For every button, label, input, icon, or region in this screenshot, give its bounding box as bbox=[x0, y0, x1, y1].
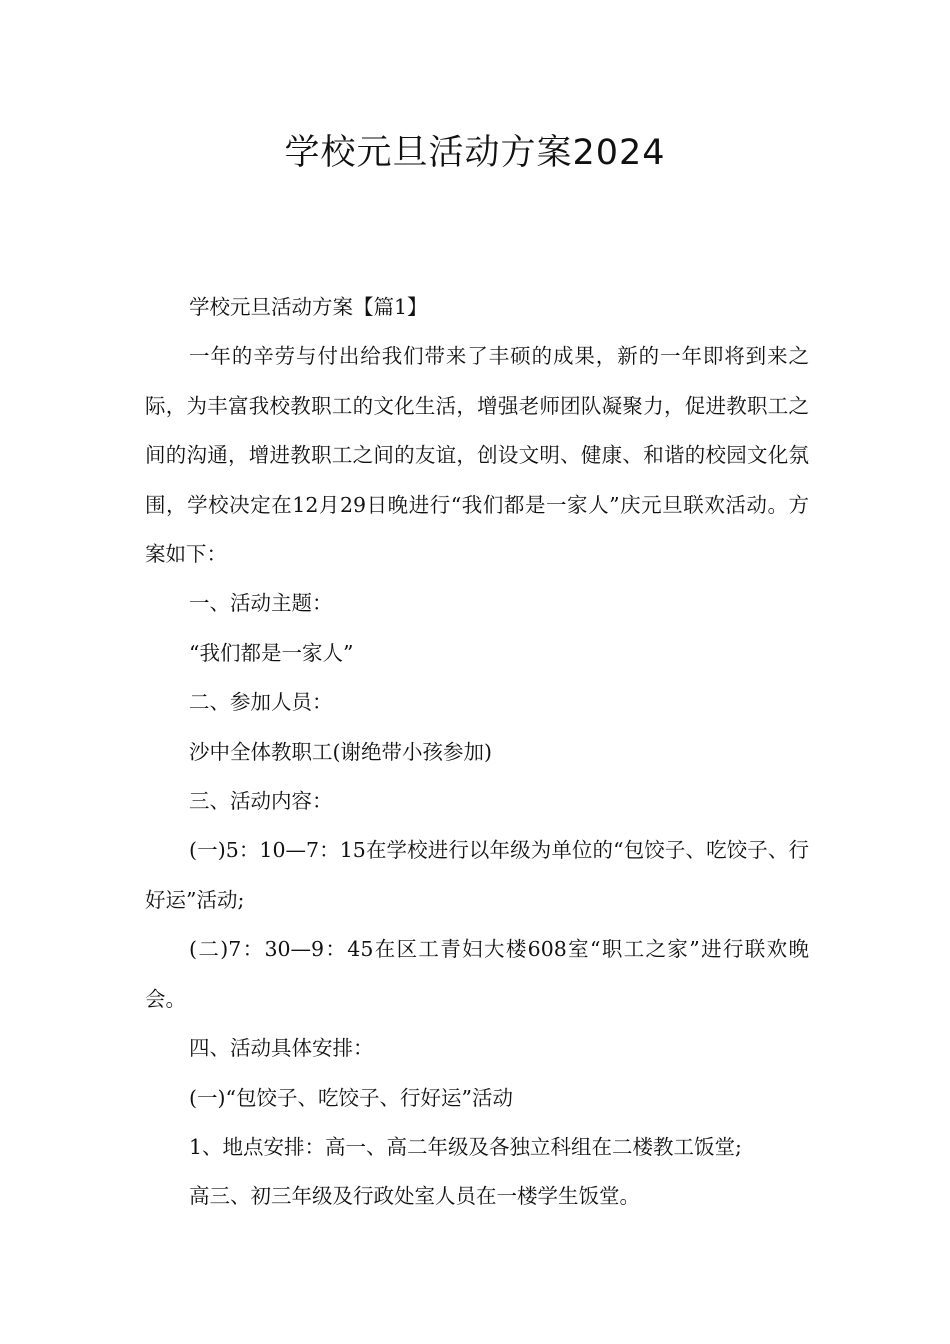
theme-text: “我们都是一家人” bbox=[189, 640, 354, 665]
heading-content: 三、活动内容： bbox=[189, 789, 333, 814]
heading-arrangement: 四、活动具体安排： bbox=[189, 1036, 374, 1061]
arrangement-subheading: (一)“包饺子、吃饺子、行好运”活动 bbox=[189, 1085, 513, 1110]
document-body bbox=[145, 283, 809, 1222]
heading-participants: 二、参加人员： bbox=[189, 690, 333, 715]
arrangement-item-1-cont: 高三、初三年级及行政处室人员在一楼学生饭堂。 bbox=[189, 1184, 640, 1209]
heading-theme: 一、活动主题： bbox=[189, 591, 333, 616]
content-item-1: (一)5：10—7：15在学校进行以年级为单位的“包饺子、吃饺子、行好运”活动; bbox=[145, 838, 809, 912]
section-heading: 学校元旦活动方案【篇1】 bbox=[189, 295, 428, 319]
intro-paragraph: 一年的辛劳与付出给我们带来了丰硕的成果，新的一年即将到来之际，为丰富我校教职工的文化生活，增强老师团队凝聚力，促进教职工之间的沟通，增进教职工之间的友谊，创设文明、健康、和谐的校园文化氛围，学校决定在12月29日晚进行“我们都是一家人”庆元旦联欢活动。方案如下： bbox=[145, 344, 809, 567]
arrangement-item-1: 1、地点安排：高一、高二年级及各独立科组在二楼教工饭堂; bbox=[189, 1134, 742, 1159]
content-item-2: (二)7：30—9：45在区工青妇大楼608室“职工之家”进行联欢晚会。 bbox=[145, 937, 809, 1011]
document-title: 学校元旦活动方案2024 bbox=[284, 133, 666, 173]
participants-text: 沙中全体教职工(谢绝带小孩参加) bbox=[189, 739, 492, 764]
